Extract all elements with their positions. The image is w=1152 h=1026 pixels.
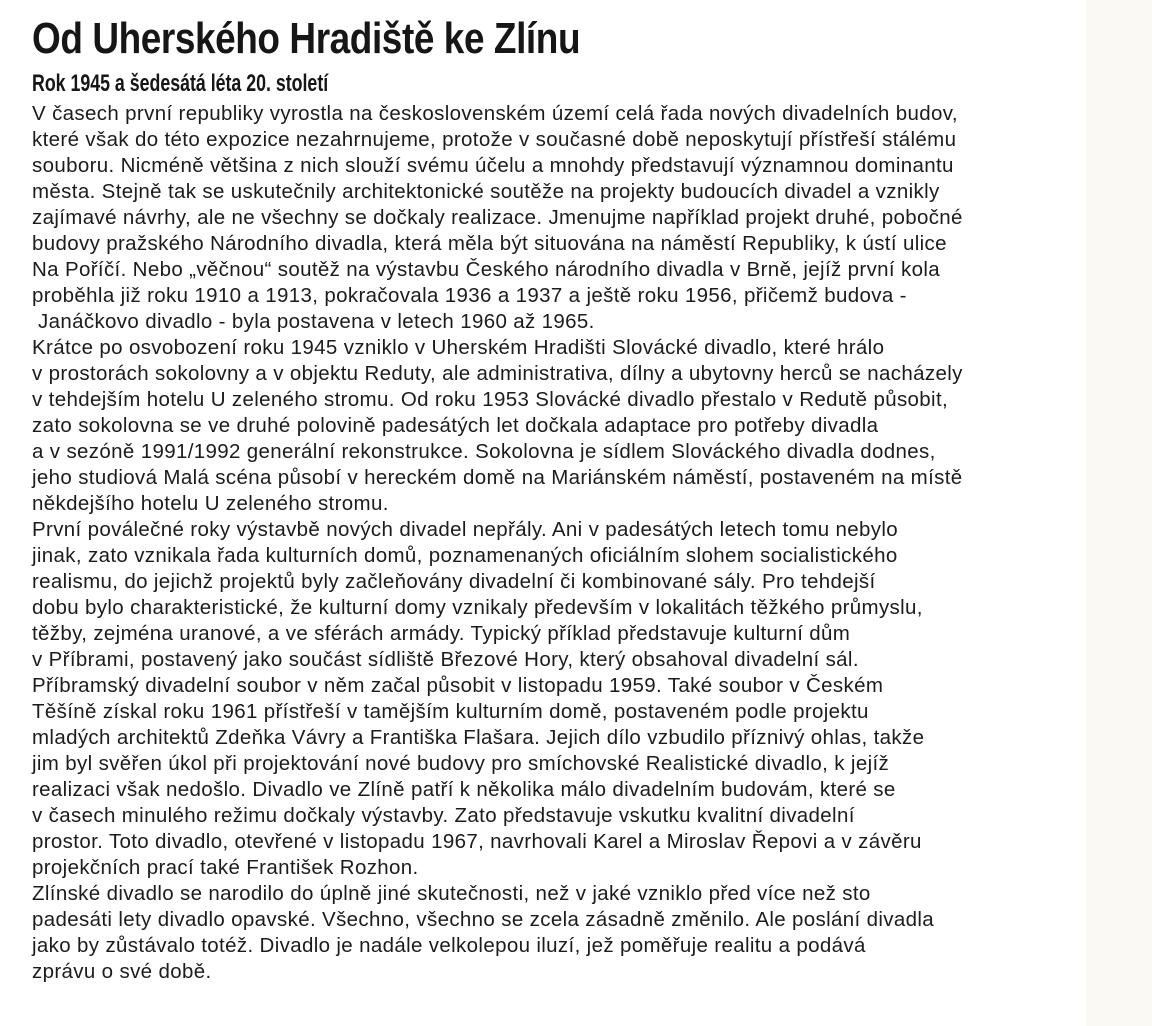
- text-line: jeho studiová Malá scéna působí v hereckém domě na Mariánském náměstí, postaveném na místě: [32, 466, 963, 489]
- paragraph-3: [32, 517, 963, 881]
- text-line: zprávu o své době.: [32, 960, 212, 983]
- text-line: Těšíně získal roku 1961 přístřeší v tamějším kulturním domě, postaveném podle projektu: [32, 700, 869, 723]
- text-line: dobu bylo charakteristické, že kulturní domy vznikaly především v lokalitách těžkého průmyslu,: [32, 596, 923, 619]
- scan-page-edge: [1086, 0, 1152, 1026]
- text-line: někdejšího hotelu U zeleného stromu.: [32, 492, 389, 515]
- text-line: města. Stejně tak se uskutečnily architektonické soutěže na projekty budoucích divadel a vznikly: [32, 180, 940, 203]
- text-line: Krátce po osvobození roku 1945 vzniklo v Uherském Hradišti Slovácké divadlo, které hrálo: [32, 336, 885, 359]
- text-line: a v sezóně 1991/1992 generální rekonstrukce. Sokolovna je sídlem Slováckého divadla dodnes,: [32, 440, 936, 463]
- text-line: proběhla již roku 1910 a 1913, pokračovala 1936 a 1937 a ještě roku 1956, přičemž budova -: [32, 284, 907, 307]
- text-line: realizaci však nedošlo. Divadlo ve Zlíně patří k několika málo divadelním budovám, které se: [32, 778, 896, 801]
- document-body: [32, 101, 963, 985]
- text-line: jim byl svěřen úkol při projektování nové budovy pro smíchovské Realistické divadlo, k jejíž: [32, 752, 890, 775]
- text-line: v prostorách sokolovny a v objektu Reduty, ale administrativa, dílny a ubytovny herců se nacházely: [32, 362, 963, 385]
- document-title: Od Uherského Hradiště ke Zlínu: [32, 14, 581, 63]
- text-line: zato sokolovna se ve druhé polovině padesátých let dočkala adaptace pro potřeby divadla: [32, 414, 879, 437]
- text-line: Na Poříčí. Nebo „věčnou“ soutěž na výstavbu Českého národního divadla v Brně, jejíž první kola: [32, 258, 941, 281]
- text-line: v tehdejším hotelu U zeleného stromu. Od roku 1953 Slovácké divadlo přestalo v Redutě působit,: [32, 388, 949, 411]
- text-line: v časech minulého režimu dočkaly výstavby. Zato představuje vskutku kvalitní divadelní: [32, 804, 855, 827]
- text-line: těžby, zejména uranové, a ve sférách armády. Typický příklad představuje kulturní dům: [32, 622, 851, 645]
- text-line: V časech první republiky vyrostla na československém území celá řada nových divadelních budov,: [32, 102, 958, 125]
- text-line: padesáti lety divadlo opavské. Všechno, všechno se zcela zásadně změnilo. Ale poslání divadla: [32, 908, 935, 931]
- text-line: zajímavé návrhy, ale ne všechny se dočkaly realizace. Jmenujme například projekt druhé, pobočné: [32, 206, 963, 229]
- paragraph-1: [32, 101, 963, 335]
- text-line: mladých architektů Zdeňka Vávry a Františka Flašara. Jejich dílo vzbudilo příznivý ohlas, takže: [32, 726, 925, 749]
- document-subtitle: Rok 1945 a šedesátá léta 20. století: [32, 70, 329, 97]
- text-line: První poválečné roky výstavbě nových divadel nepřály. Ani v padesátých letech tomu nebylo: [32, 518, 899, 541]
- text-line: Janáčkovo divadlo - byla postavena v letech 1960 až 1965.: [38, 310, 595, 333]
- paragraph-2: [32, 335, 963, 517]
- text-line: jako by zůstávalo totéž. Divadlo je nadále velkolepou iluzí, jež poměřuje realitu a podává: [32, 934, 866, 957]
- text-line: souboru. Nicméně většina z nich slouží svému účelu a mnohdy představují významnou dominantu: [32, 154, 954, 177]
- text-line: v Příbrami, postavený jako součást sídliště Březové Hory, který obsahoval divadelní sál.: [32, 648, 859, 671]
- text-line: jinak, zato vznikala řada kulturních domů, poznamenaných oficiálním slohem socialistického: [32, 544, 898, 567]
- text-line: prostor. Toto divadlo, otevřené v listopadu 1967, navrhovali Karel a Miroslav Řepovi a v závěru: [32, 830, 922, 853]
- text-line: budovy pražského Národního divadla, která měla být situována na náměstí Republiky, k ústí ulice: [32, 232, 947, 255]
- text-line: které však do této expozice nezahrnujeme, protože v současné době neposkytují přístřeší stálému: [32, 128, 957, 151]
- text-line: Příbramský divadelní soubor v něm začal působit v listopadu 1959. Také soubor v Českém: [32, 674, 884, 697]
- text-line: projekčních prací také František Rozhon.: [32, 856, 419, 879]
- text-line: Zlínské divadlo se narodilo do úplně jiné skutečnosti, než v jaké vzniklo před více než sto: [32, 882, 871, 905]
- paragraph-4: [32, 881, 963, 985]
- text-line: realismu, do jejichž projektů byly začleňovány divadelní či kombinované sály. Pro tehdejší: [32, 570, 876, 593]
